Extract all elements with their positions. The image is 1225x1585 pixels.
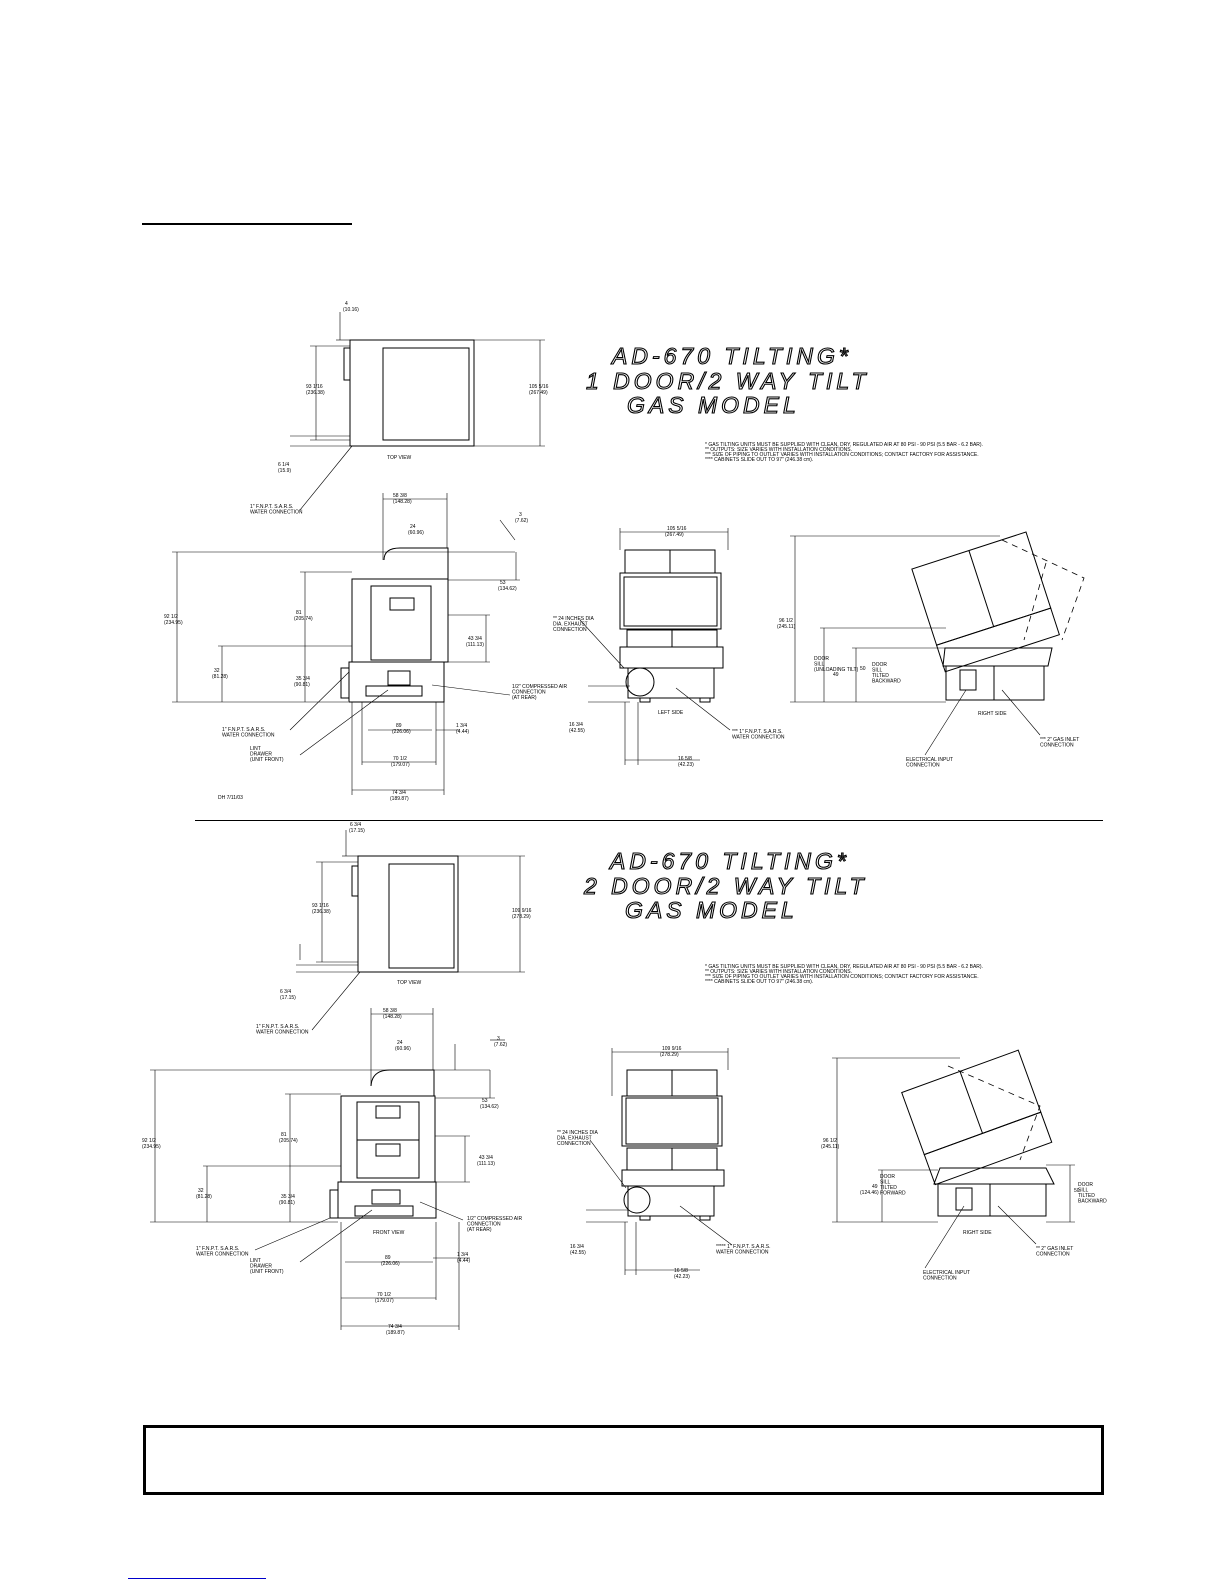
s2-dim-front-74: 74 3/4 — [388, 1324, 402, 1330]
s2-dim-front-53: 53 — [482, 1098, 488, 1104]
s2-dim-front-32: 32 — [198, 1188, 204, 1194]
s2-dim-front-top-width: 58 3/8 — [383, 1008, 397, 1014]
section-2-note-2: ** OUTPUTS: SIZE VARIES WITH INSTALLATION CONDITIONS. — [705, 969, 852, 975]
s1-dim-left-2: 16 5/8 — [678, 756, 692, 762]
section-1-drawing — [164, 301, 1084, 802]
s2-dim-front-70-metric: (179.07) — [375, 1298, 394, 1304]
s2-right-view-label: RIGHT SIDE — [963, 1230, 992, 1236]
s1-dim-front-24: 24 — [410, 524, 416, 530]
s2-dim-right-height-metric: (245.11) — [821, 1144, 840, 1150]
s1-dim-front-32: 32 — [214, 668, 220, 674]
s1-dim-front-35-metric: (90.81) — [294, 682, 310, 688]
s1-dim-right-sill-1: 49 — [833, 672, 839, 678]
s1-dim-right-height: 96 1/2 — [779, 618, 793, 624]
s2-electrical-callout: ELECTRICAL INPUT CONNECTION — [923, 1270, 971, 1282]
section-2-left-side-view — [557, 1046, 770, 1280]
s2-dim-left-width: 109 9/16 — [662, 1046, 682, 1052]
s1-water-front-callout: 1" F.N.P.T. S.A.R.S. WATER CONNECTION — [222, 727, 275, 739]
section-1-title-line-3: GAS MODEL — [627, 392, 800, 418]
s1-water-top-callout: 1" F.N.P.T. S.A.R.S. WATER CONNECTION — [250, 504, 303, 516]
s1-dim-left-width: 105 5/16 — [667, 526, 687, 532]
s2-dim-top-offset-metric: (17.15) — [349, 828, 365, 834]
s2-dim-front-70: 70 1/2 — [377, 1292, 391, 1298]
s1-left-view-label: LEFT SIDE — [658, 710, 684, 716]
s1-dim-front-3-metric: (7.62) — [515, 518, 529, 524]
section-2-title-line-3: GAS MODEL — [625, 897, 798, 923]
s2-dim-front-24-metric: (60.96) — [395, 1046, 411, 1052]
s2-dim-front-89-metric: (226.06) — [381, 1261, 400, 1267]
s2-dim-left-1: 16 3/4 — [570, 1244, 584, 1250]
s1-water-left-callout: *** 1" F.N.P.T. S.A.R.S. WATER CONNECTION — [732, 729, 785, 741]
s1-dim-front-43: 43 3/4 — [468, 636, 482, 642]
s1-dim-top-depth-metric: (236.38) — [306, 390, 325, 396]
s2-dim-front-3-metric: (7.62) — [494, 1042, 508, 1048]
s1-dim-top-bottom: 6 1/4 — [278, 462, 290, 468]
s2-dim-top-bottom-metric: (17.15) — [280, 995, 296, 1001]
section-1-title-line-1: AD-670 TILTING* — [612, 343, 852, 369]
section-1-title-line-2: 1 DOOR/2 WAY TILT — [586, 368, 870, 394]
s1-dim-front-35: 35 3/4 — [296, 676, 310, 682]
section-2-title-line-2: 2 DOOR/2 WAY TILT — [584, 873, 868, 899]
s1-dim-left-2-metric: (42.23) — [678, 762, 694, 768]
section-2-title-line-1: AD-670 TILTING* — [610, 848, 850, 874]
s1-dim-front-81-metric: (205.74) — [294, 616, 313, 622]
s2-dim-front-3: 3 — [497, 1036, 500, 1042]
s2-dim-left-2-metric: (42.23) — [674, 1274, 690, 1280]
s2-dim-front-35-metric: (90.81) — [279, 1200, 295, 1206]
s2-dim-right-height: 96 1/2 — [823, 1138, 837, 1144]
s1-dim-front-89-metric: (226.06) — [392, 729, 411, 735]
section-1-note-4: **** CABINETS SLIDE OUT TO 97" (246.38 cm). — [705, 457, 814, 463]
s1-dim-front-74-metric: (189.87) — [390, 796, 409, 802]
s1-dim-front-81: 81 — [296, 610, 302, 616]
s1-dim-right-height-metric: (245.11) — [777, 624, 796, 630]
s1-dim-front-43-metric: (111.13) — [466, 642, 484, 648]
s2-dim-top-width-metric: (278.29) — [512, 914, 531, 920]
s2-dim-right-sill-1-metric: (124.46) — [860, 1190, 879, 1196]
section-1-note-3: *** SIZE OF PIPING TO OUTLET VARIES WITH INSTALLATION CONDITIONS; CONTACT FACTORY FOR ASSISTANCE. — [705, 452, 979, 458]
section-2-note-4: **** CABINETS SLIDE OUT TO 97" (246.38 cm). — [705, 979, 814, 985]
section-1-top-view — [250, 301, 549, 516]
footer-box — [143, 1425, 1104, 1495]
s1-dim-front-24-metric: (60.96) — [408, 530, 424, 536]
s2-air-callout: 1/2" COMPRESSED AIR CONNECTION (AT REAR) — [467, 1216, 523, 1233]
section-2-right-side-view — [821, 1050, 1107, 1281]
s2-dim-top-depth: 93 1/16 — [312, 903, 329, 909]
s2-dim-front-74-metric: (189.87) — [386, 1330, 405, 1336]
s2-dim-front-top-width-metric: (148.28) — [383, 1014, 402, 1020]
s1-door-sill-b-callout: DOOR SILL TILTED BACKWARD — [872, 662, 901, 685]
s1-dim-front-89: 89 — [396, 723, 402, 729]
s1-dim-left-1: 16 3/4 — [569, 722, 583, 728]
s2-dim-front-35: 35 3/4 — [281, 1194, 295, 1200]
s2-dim-right-sill-1: 49 — [872, 1184, 878, 1190]
section-1-note-2: ** OUTPUTS: SIZE VARIES WITH INSTALLATION CONDITIONS. — [705, 447, 852, 453]
s2-dim-front-32-metric: (81.28) — [196, 1194, 212, 1200]
s1-dim-right-sill-2: 50 — [860, 666, 866, 672]
s2-dim-front-134-metric: (4.44) — [457, 1258, 471, 1264]
s2-dim-front-53-metric: (134.62) — [480, 1104, 499, 1110]
s2-dim-right-sill-2: 50 — [1074, 1188, 1080, 1194]
s2-dim-top-depth-metric: (236.38) — [312, 909, 331, 915]
s1-lint-callout: LINT DRAWER (UNIT FRONT) — [250, 746, 284, 763]
s1-exhaust-callout: ** 24 INCHES DIA DIA. EXHAUST CONNECTION — [553, 616, 594, 633]
s2-dim-top-offset: 6 3/4 — [350, 822, 362, 828]
section-2-title — [583, 848, 868, 923]
s1-dim-front-height-metric: (234.95) — [164, 620, 183, 626]
s1-air-callout: 1/2" COMPRESSED AIR CONNECTION (AT REAR) — [512, 684, 568, 701]
section-2-drawing — [142, 822, 1107, 1336]
s2-gas-callout: ** 2" GAS INLET CONNECTION — [1036, 1246, 1074, 1258]
s2-water-front-callout: 1" F.N.P.T. S.A.R.S. WATER CONNECTION — [196, 1246, 249, 1258]
s1-dim-front-70-metric: (179.07) — [391, 762, 410, 768]
section-2-note-3: *** SIZE OF PIPING TO OUTLET VARIES WITH INSTALLATION CONDITIONS; CONTACT FACTORY FOR ASSISTANCE. — [705, 974, 979, 980]
s2-dim-front-89: 89 — [385, 1255, 391, 1261]
section-1-note-1: * GAS TILTING UNITS MUST BE SUPPLIED WITH CLEAN, DRY, REGULATED AIR AT 80 PSI - 90 PSI (5.5 BAR - 6.2 BAR). — [705, 442, 983, 448]
section-2-notes — [705, 964, 983, 985]
s1-dim-top-width: 105 5/16 — [529, 384, 549, 390]
s1-electrical-callout: ELECTRICAL INPUT CONNECTION — [906, 757, 954, 769]
s2-dim-top-width: 109 9/16 — [512, 908, 532, 914]
s1-right-view-label: RIGHT SIDE — [978, 711, 1007, 717]
section-2-top-view — [256, 822, 532, 1036]
s1-dim-left-width-metric: (267.49) — [665, 532, 684, 538]
s1-dim-top-depth: 93 1/16 — [306, 384, 323, 390]
s2-dim-left-1-metric: (42.55) — [570, 1250, 586, 1256]
s2-door-sill-b-callout: DOOR SILL TILTED BACKWARD — [1078, 1182, 1107, 1205]
s1-dim-front-134: 1 3/4 — [456, 723, 468, 729]
s2-top-view-label: TOP VIEW — [397, 980, 422, 986]
s1-top-view-label: TOP VIEW — [387, 455, 412, 461]
s1-dim-front-53-metric: (134.62) — [498, 586, 517, 592]
s1-dim-front-top-width-metric: (148.28) — [393, 499, 412, 505]
section-1-notes — [705, 442, 983, 463]
s1-dim-top-offset-metric: (10.16) — [343, 307, 359, 313]
s1-door-sill-a-callout: DOOR SILL (UNLOADING TILT) — [814, 656, 859, 673]
s2-dim-front-height: 92 1/2 — [142, 1138, 156, 1144]
section-1-left-side-view — [553, 526, 785, 768]
s2-water-left-callout: ***** 1" F.N.P.T. S.A.R.S. WATER CONNECTION — [716, 1244, 771, 1256]
section-1-right-side-view — [777, 532, 1084, 768]
section-2-front-view — [142, 1008, 523, 1336]
s1-dim-front-32-metric: (81.28) — [212, 674, 228, 680]
s2-dim-front-43: 43 3/4 — [479, 1155, 493, 1161]
s2-door-sill-a-callout: DOOR SILL TILTED FORWARD — [880, 1174, 906, 1197]
s1-dim-front-top-width: 58 3/8 — [393, 493, 407, 499]
s1-dim-front-74: 74 3/4 — [392, 790, 406, 796]
section-1-front-view — [164, 493, 568, 802]
s2-water-top-callout: 1" F.N.P.T. S.A.R.S. WATER CONNECTION — [256, 1024, 309, 1036]
section-1-title — [586, 343, 870, 418]
s1-dim-front-height: 92 1/2 — [164, 614, 178, 620]
s1-dim-front-3: 3 — [519, 512, 522, 518]
s2-dim-left-2: 16 5/8 — [674, 1268, 688, 1274]
s1-dim-top-offset: 4 — [345, 301, 348, 307]
s2-dim-top-bottom: 6 3/4 — [280, 989, 292, 995]
s1-dim-front-134-metric: (4.44) — [456, 729, 470, 735]
s1-dim-front-53: 53 — [500, 580, 506, 586]
section-2-note-1: * GAS TILTING UNITS MUST BE SUPPLIED WITH CLEAN, DRY, REGULATED AIR AT 80 PSI - 90 PSI (5.5 BAR - 6.2 BAR). — [705, 964, 983, 970]
s2-dim-front-81-metric: (205.74) — [279, 1138, 298, 1144]
s2-lint-callout: LINT DRAWER (UNIT FRONT) — [250, 1258, 284, 1275]
s2-dim-front-81: 81 — [281, 1132, 287, 1138]
s1-dim-front-70: 70 1/2 — [393, 756, 407, 762]
s2-exhaust-callout: ** 24 INCHES DIA DIA. EXHAUST CONNECTION — [557, 1130, 598, 1147]
bottom-link-underline[interactable] — [128, 1578, 266, 1579]
s2-front-view-label: FRONT VIEW — [373, 1230, 405, 1236]
s2-dim-front-134: 1 3/4 — [457, 1252, 469, 1258]
s2-dim-front-24: 24 — [397, 1040, 403, 1046]
s1-gas-callout: *** 2" GAS INLET CONNECTION — [1040, 737, 1080, 749]
s1-dim-top-bottom-metric: (15.9) — [278, 468, 292, 474]
s2-dim-front-43-metric: (111.13) — [477, 1161, 495, 1167]
s2-dim-left-width-metric: (278.29) — [660, 1052, 679, 1058]
s2-dim-front-height-metric: (234.95) — [142, 1144, 161, 1150]
s1-date-stamp: DH 7/11/03 — [218, 795, 243, 801]
s1-dim-top-width-metric: (267.49) — [529, 390, 548, 396]
s1-dim-left-1-metric: (42.55) — [569, 728, 585, 734]
